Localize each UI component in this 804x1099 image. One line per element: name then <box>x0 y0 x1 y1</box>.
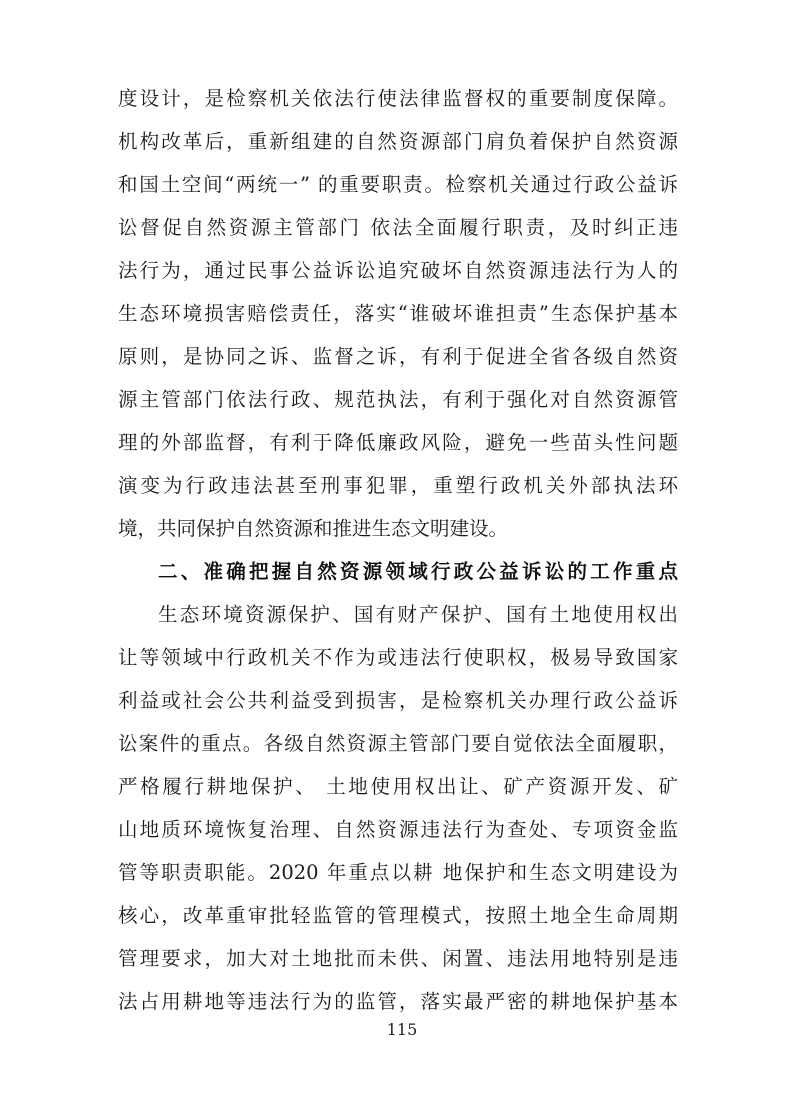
paragraph-2-line-4: 讼案件的重点。各级自然资源主管部门要自觉依法全面履职， <box>118 732 678 755</box>
paragraph-1-line-10: 演变为行政违法甚至刑事犯罪，重塑行政机关外部执法环 <box>118 474 678 497</box>
paragraph-2-line-6: 山地质环境恢复治理、自然资源违法行为查处、专项资金监 <box>118 818 678 841</box>
paragraph-2-line-5: 严格履行耕地保护、 土地使用权出让、矿产资源开发、矿 <box>118 775 678 798</box>
section-heading: 二、准确把握自然资源领域行政公益诉讼的工作重点 <box>158 560 678 583</box>
paragraph-1-line-6: 生态环境损害赔偿责任，落实“谁破坏谁担责”生态保护基本 <box>118 302 678 325</box>
paragraph-1-line-7: 原则，是协同之诉、监督之诉，有利于促进全省各级自然资 <box>118 345 678 368</box>
paragraph-2-line-10: 法占用耕地等违法行为的监管，落实最严密的耕地保护基本 <box>118 990 678 1013</box>
paragraph-1-line-3: 和国土空间“两统一” 的重要职责。检察机关通过行政公益诉 <box>118 173 678 196</box>
paragraph-2-line-3: 利益或社会公共利益受到损害，是检察机关办理行政公益诉 <box>118 689 678 712</box>
paragraph-2-line-2: 让等领域中行政机关不作为或违法行使职权，极易导致国家 <box>118 646 678 669</box>
paragraph-1-line-4: 讼督促自然资源主管部门 依法全面履行职责，及时纠正违 <box>118 216 678 239</box>
paragraph-1-line-5: 法行为，通过民事公益诉讼追究破坏自然资源违法行为人的 <box>118 259 678 282</box>
paragraph-2-line-9: 管理要求，加大对土地批而未供、闲置、违法用地特别是违 <box>118 947 678 970</box>
paragraph-1-line-11: 境，共同保护自然资源和推进生态文明建设。 <box>118 517 509 540</box>
paragraph-2-line-8: 核心，改革重审批轻监管的管理模式，按照土地全生命周期 <box>118 904 678 927</box>
paragraph-2-line-7: 管等职责职能。2020 年重点以耕 地保护和生态文明建设为 <box>118 861 678 884</box>
paragraph-2-line-1: 生态环境资源保护、国有财产保护、国有土地使用权出 <box>158 603 678 626</box>
page-number: 115 <box>386 1020 418 1039</box>
paragraph-1-line-1: 度设计，是检察机关依法行使法律监督权的重要制度保障。 <box>118 87 678 110</box>
paragraph-1-line-9: 理的外部监督，有利于降低廉政风险，避免一些苗头性问题 <box>118 431 678 454</box>
paragraph-1-line-2: 机构改革后，重新组建的自然资源部门肩负着保护自然资源 <box>118 130 678 153</box>
paragraph-1-line-8: 源主管部门依法行政、规范执法，有利于强化对自然资源管 <box>118 388 678 411</box>
